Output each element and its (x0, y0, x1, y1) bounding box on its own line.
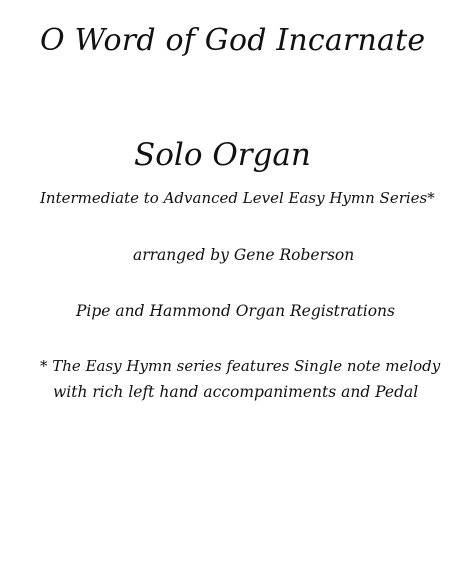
arranger-credit: arranged by Gene Roberson (133, 246, 355, 264)
series-footnote-line: * The Easy Hymn series features Single note melody (40, 357, 441, 375)
series-footnote-line: with rich left hand accompaniments and Pedal (53, 383, 419, 401)
registrations-line: Pipe and Hammond Organ Registrations (76, 302, 395, 320)
difficulty-level-line: Intermediate to Advanced Level Easy Hymn Series* (40, 189, 435, 207)
hymn-title: O Word of God Incarnate (40, 23, 426, 58)
instrument-subtitle: Solo Organ (134, 137, 311, 173)
